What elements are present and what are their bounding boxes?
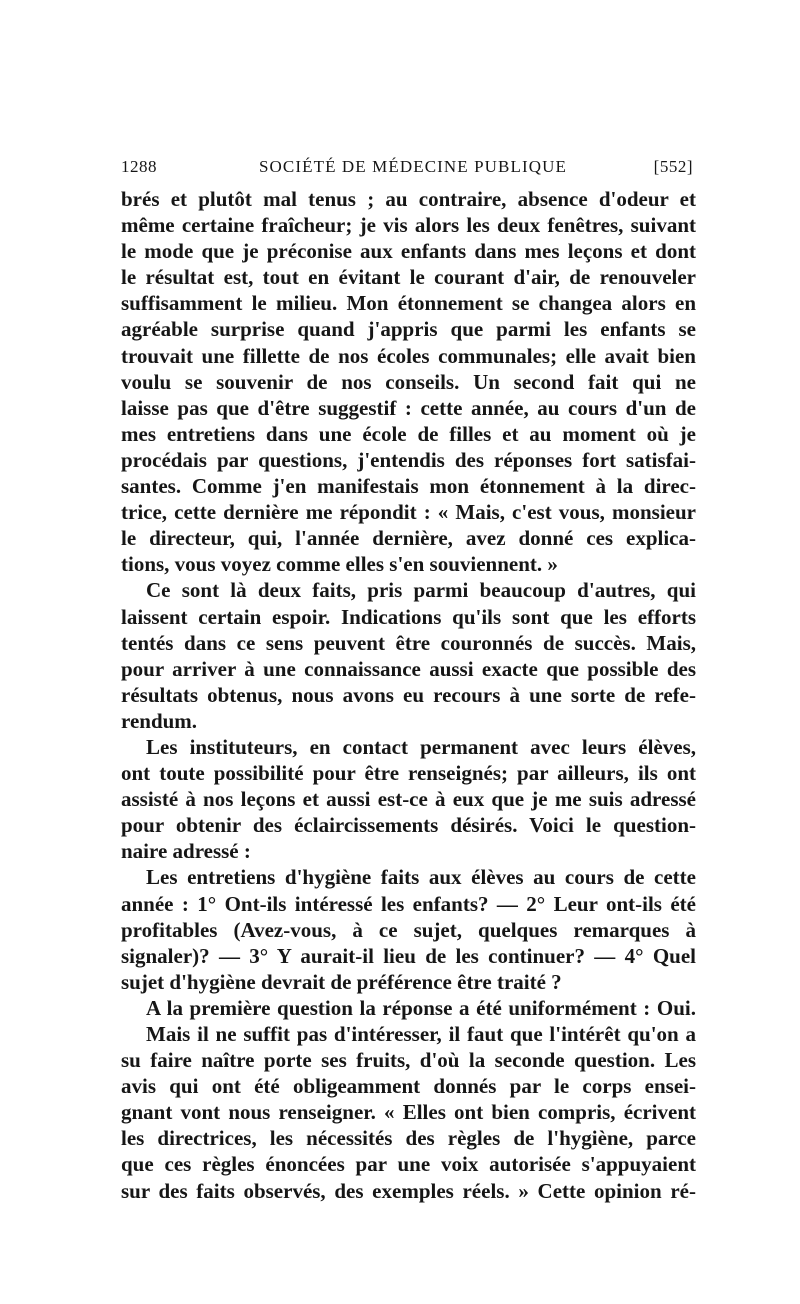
text-line: année : 1° Ont-ils intéressé les enfants? — 2° Leur ont-ils été [121, 891, 696, 916]
page-reference: [552] [653, 157, 693, 176]
text-line: sur des faits observés, des exemples réels. » Cette opinion ré- [121, 1178, 696, 1203]
text-line: le mode que je préconise aux enfants dans mes leçons et dont [121, 239, 696, 264]
text-line: laisse pas que d'être suggestif : cette année, au cours d'un de [121, 395, 696, 420]
text-line: su faire naître porte ses fruits, d'où la seconde question. Les [121, 1048, 696, 1073]
text-line: même certaine fraîcheur; je vis alors les deux fenêtres, suivant [121, 213, 696, 238]
text-line: Les instituteurs, en contact permanent avec leurs élèves, [146, 734, 696, 759]
text-line: ont toute possibilité pour être renseignés; par ailleurs, ils ont [121, 761, 696, 786]
text-line: le directeur, qui, l'année dernière, avez donné ces explica- [121, 526, 696, 551]
text-line: agréable surprise quand j'appris que parmi les enfants se [121, 317, 696, 342]
running-title: SOCIÉTÉ DE MÉDECINE PUBLIQUE [259, 157, 567, 176]
text-line: procédais par questions, j'entendis des réponses fort satisfai- [121, 447, 696, 472]
text-line: trice, cette dernière me répondit : « Mais, c'est vous, monsieur [121, 500, 696, 525]
running-header [121, 153, 693, 183]
text-line: les directrices, les nécessités des règles de l'hygiène, parce [121, 1126, 696, 1151]
text-line: le résultat est, tout en évitant le courant d'air, de renouveler [121, 265, 696, 290]
text-line: pour arriver à une connaissance aussi exacte que possible des [121, 656, 696, 681]
text-line: Les entretiens d'hygiène faits aux élèves au cours de cette [146, 865, 696, 890]
text-line: suffisamment le milieu. Mon étonnement se changea alors en [121, 291, 696, 316]
text-line: trouvait une fillette de nos écoles communales; elle avait bien [121, 343, 696, 368]
text-line: Ce sont là deux faits, pris parmi beaucoup d'autres, qui [146, 578, 696, 603]
text-line: laissent certain espoir. Indications qu'ils sont que les efforts [121, 604, 696, 629]
text-line: résultats obtenus, nous avons eu recours à une sorte de refe- [121, 682, 696, 707]
text-line: tentés dans ce sens peuvent être couronnés de succès. Mais, [121, 630, 696, 655]
text-line: gnant vont nous renseigner. « Elles ont bien compris, écrivent [121, 1100, 696, 1125]
text-line: santes. Comme j'en manifestais mon étonnement à la direc- [121, 474, 696, 499]
text-line: naire adressé : [121, 839, 251, 864]
text-line: sujet d'hygiène devrait de préférence être traité ? [121, 969, 562, 994]
text-line: voulu se souvenir de nos conseils. Un second fait qui ne [121, 369, 696, 394]
text-line: brés et plutôt mal tenus ; au contraire, absence d'odeur et [121, 187, 696, 211]
text-line: mes entretiens dans une école de filles et au moment où je [121, 421, 696, 446]
text-line: avis qui ont été obligeamment donnés par le corps ensei- [121, 1074, 696, 1099]
page-number: 1288 [121, 157, 157, 176]
text-line: profitables (Avez-vous, à ce sujet, quelques remarques à [121, 917, 696, 942]
text-line: assisté à nos leçons et aussi est-ce à eux que je me suis adressé [121, 787, 696, 812]
body-text [121, 186, 696, 1204]
text-line: signaler)? — 3° Y aurait-il lieu de les continuer? — 4° Quel [121, 943, 696, 968]
text-line: pour obtenir des éclaircissements désirés. Voici le question- [121, 813, 696, 838]
text-line: Mais il ne suffit pas d'intéresser, il faut que l'intérêt qu'on a [146, 1022, 696, 1046]
text-line: rendum. [121, 708, 198, 733]
text-line: que ces règles énoncées par une voix autorisée s'appuyaient [121, 1152, 696, 1177]
text-line: tions, vous voyez comme elles s'en souviennent. » [121, 552, 558, 577]
text-line: A la première question la réponse a été uniformément : Oui. [146, 995, 696, 1020]
